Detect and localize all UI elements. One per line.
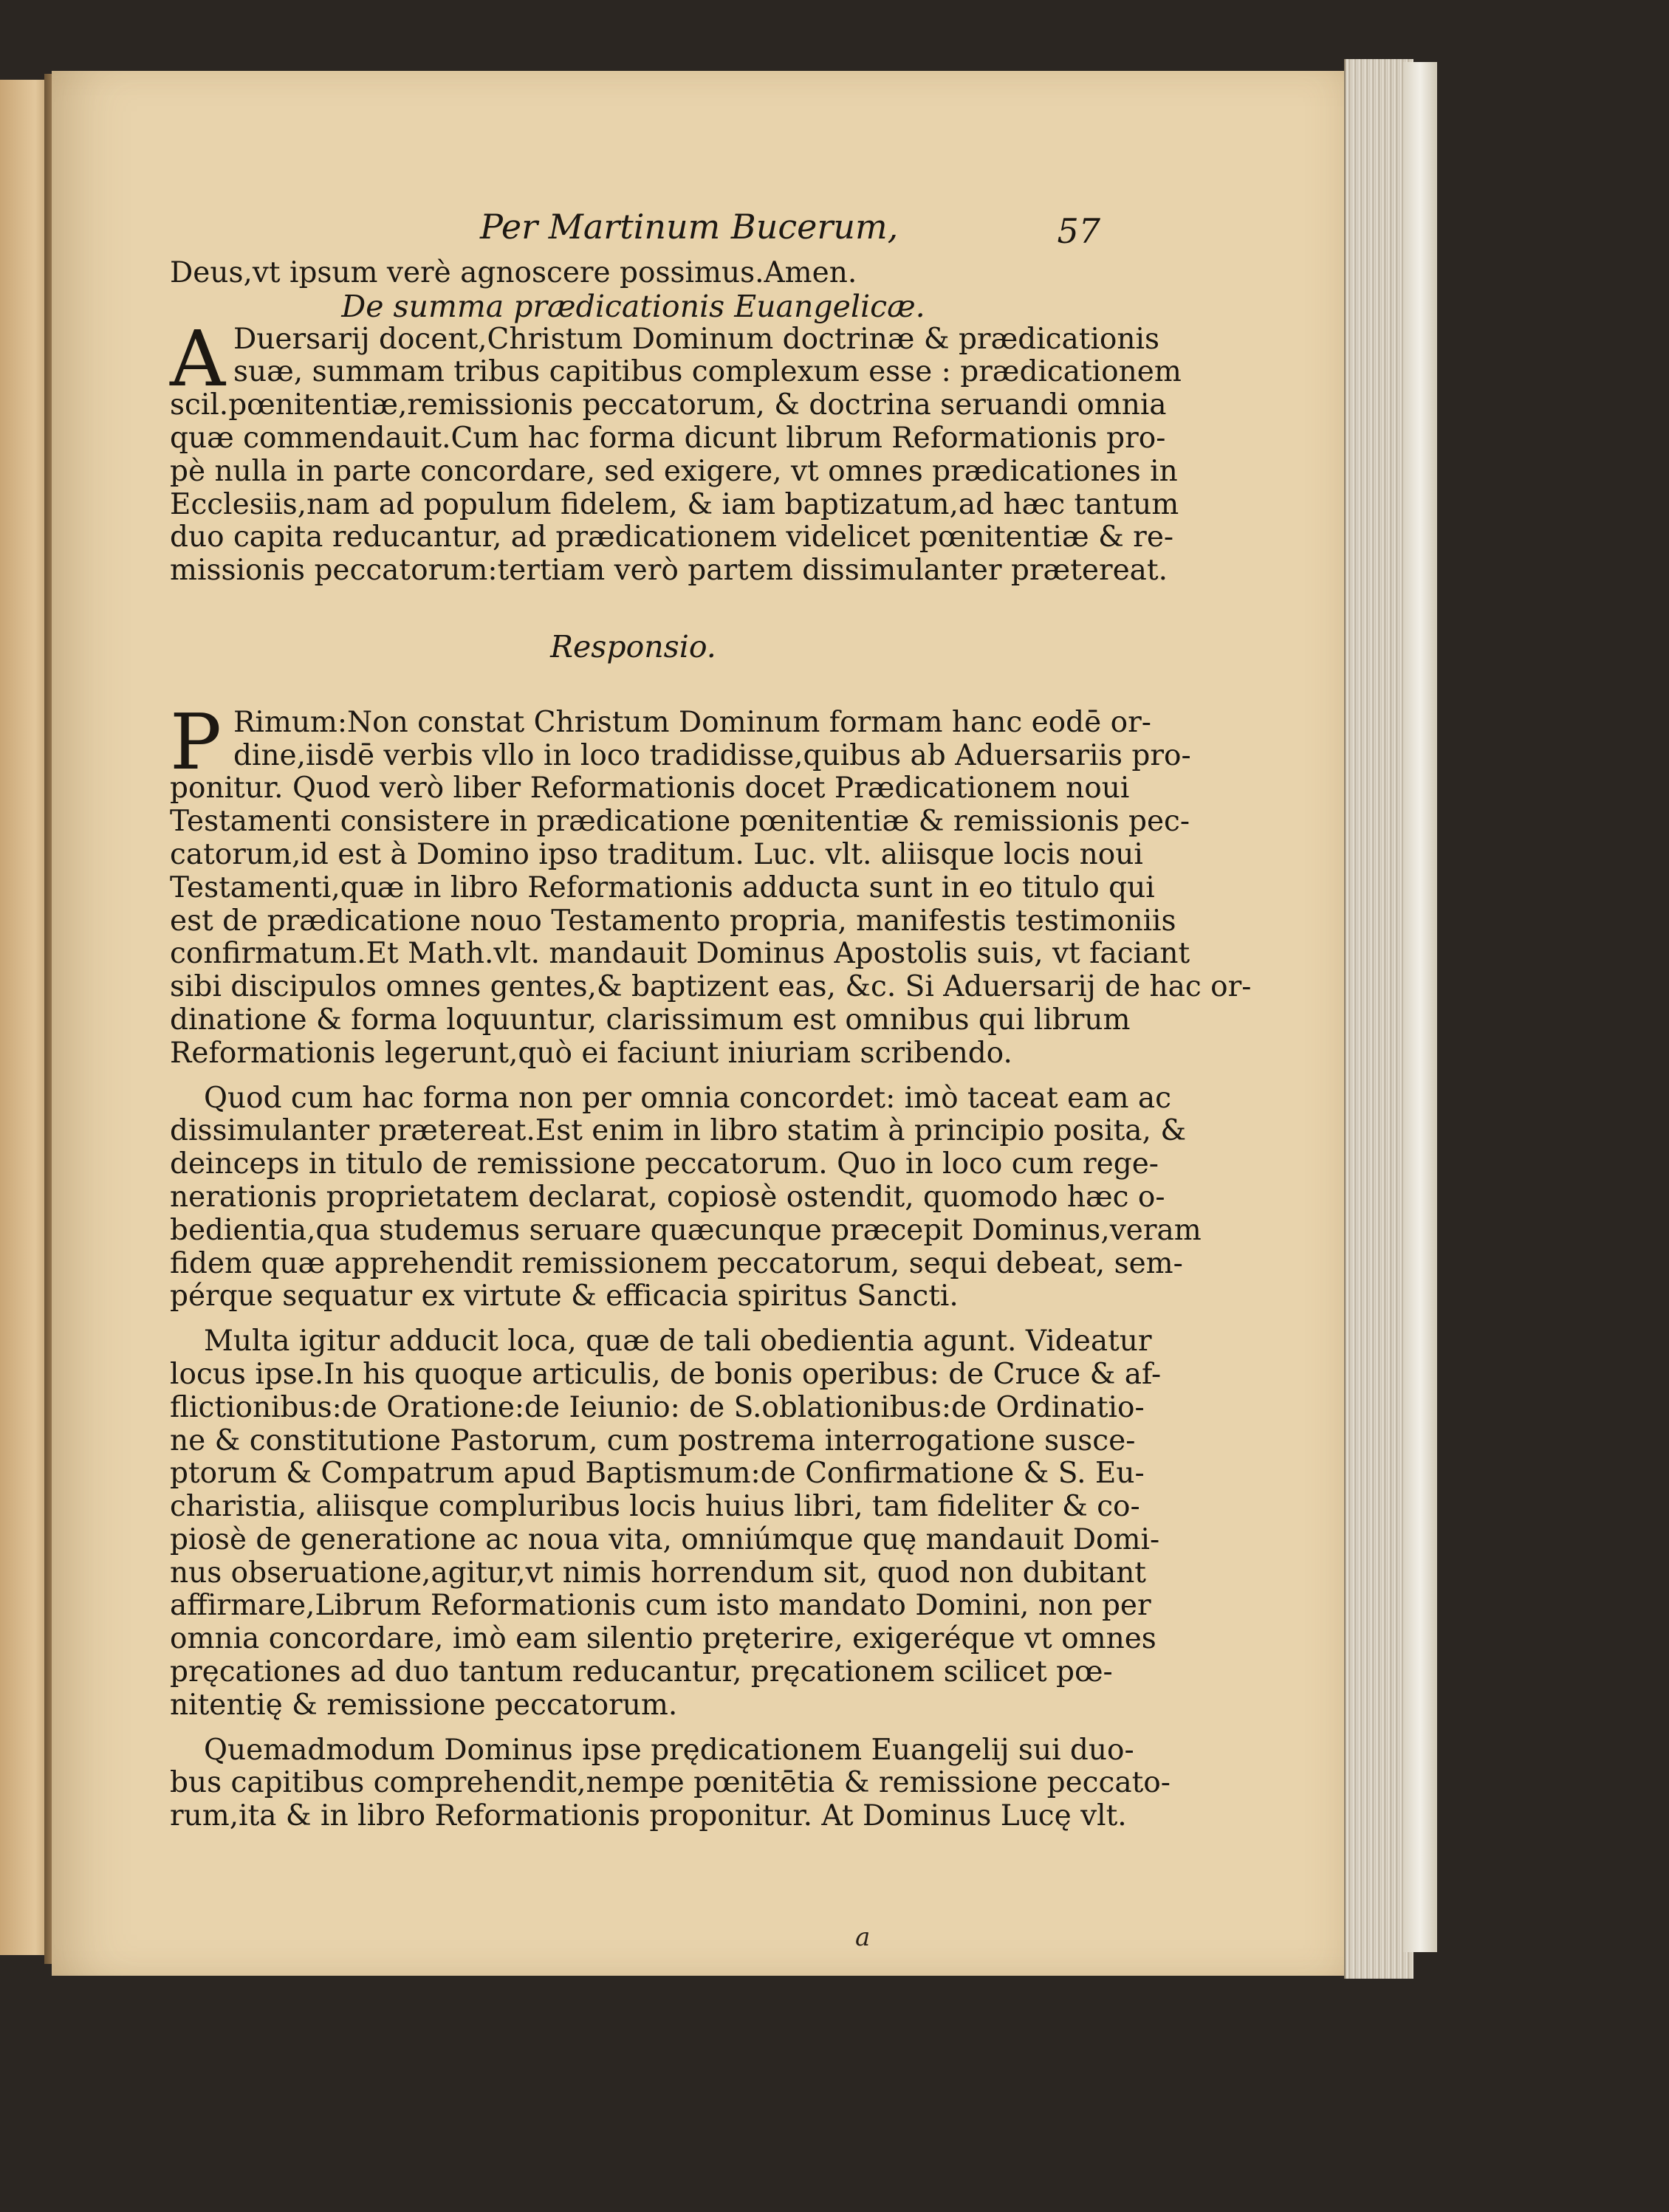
text-line: Testamenti consistere in prædicatione pœnitentiæ & remissionis pec- — [170, 805, 1190, 839]
text-line: suæ, summam tribus capitibus complexum esse : prædicationem — [233, 355, 1182, 389]
paragraph-lines — [170, 1325, 1162, 1722]
text-line: sibi discipulos omnes gentes,& baptizent eas, &c. Si Aduersarij de hac or- — [170, 970, 1252, 1004]
intro-line: Deus,vt ipsum verè agnoscere possimus.Amen. — [170, 256, 857, 289]
paragraph-multa — [170, 1325, 1162, 1722]
text-line: flictionibus:de Oratione:de Ieiunio: de S.oblationibus:de Ordinatio- — [170, 1390, 1145, 1424]
text-line: Quod cum hac forma non per omnia concordet: imò taceat eam ac — [204, 1081, 1171, 1115]
running-head: Per Martinum Bucerum, — [480, 207, 899, 247]
text-line: nerationis proprietatem declarat, copiosè ostendit, quomodo hæc o- — [170, 1180, 1165, 1214]
text-line: rum,ita & in libro Reformationis proponitur. At Dominus Lucę vlt. — [170, 1799, 1127, 1833]
text-content — [170, 256, 1252, 1833]
text-line: dinatione & forma loquuntur, clarissimum est omnibus qui librum — [170, 1003, 1131, 1037]
paragraph-primum — [170, 696, 1252, 1071]
paragraph-lines — [170, 1733, 1171, 1833]
drop-cap-a: A — [170, 313, 226, 404]
paragraph-quemadmodum — [170, 1733, 1171, 1833]
text-line: ne & constitutione Pastorum, cum postrema interrogatione susce- — [170, 1423, 1136, 1457]
text-line: fidem quæ apprehendit remissionem peccatorum, sequi debeat, sem- — [170, 1246, 1183, 1280]
text-line: locus ipse.In his quoque articulis, de bonis operibus: de Cruce & af- — [170, 1357, 1162, 1391]
paragraph-quod — [170, 1081, 1202, 1314]
text-line: Multa igitur adducit loca, quæ de tali obedientia agunt. Videatur — [204, 1325, 1152, 1359]
text-line: dine,iisdē verbis vllo in loco tradidisse,quibus ab Aduersariis pro- — [233, 738, 1191, 772]
text-line: Quemadmodum Dominus ipse prędicationem Euangelij sui duo- — [204, 1733, 1134, 1767]
text-line: omnia concordare, imò eam silentio pręterire, exigeréque vt omnes — [170, 1622, 1156, 1656]
paragraph-lines — [170, 696, 1252, 1071]
text-line: pè nulla in parte concordare, sed exigere, vt omnes prædicationes in — [170, 454, 1178, 488]
text-line: scil.pœnitentiæ,remissionis peccatorum, & doctrina seruandi omnia — [170, 388, 1167, 422]
text-line: bedientia,qua studemus seruare quæcunque præcepit Dominus,veram — [170, 1213, 1202, 1247]
text-line: catorum,id est à Domino ipso traditum. Luc. vlt. aliisque locis noui — [170, 837, 1143, 871]
text-line: Testamenti,quæ in libro Reformationis adducta sunt in eo titulo qui — [170, 870, 1155, 904]
page-header — [170, 207, 1100, 251]
drop-cap-p: P — [170, 696, 222, 787]
paragraph-lines — [170, 313, 1182, 588]
text-line: Ecclesiis,nam ad populum fidelem, & iam baptizatum,ad hæc tantum — [170, 487, 1179, 521]
text-line: confirmatum.Et Math.vlt. mandauit Dominus Apostolis suis, vt faciant — [170, 937, 1190, 971]
section-heading-summa: De summa prædicationis Euangelicæ. — [341, 288, 925, 324]
text-line: est de prædicatione nouo Testamento propria, manifestis testimoniis — [170, 904, 1176, 938]
text-line: Duersarij docent,Christum Dominum doctrinæ & prædicationis — [233, 322, 1159, 356]
text-line: piosè de generatione ac noua vita, omniúmque quę mandauit Domi- — [170, 1522, 1160, 1556]
text-line: pérque sequatur ex virtute & efficacia spiritus Sancti. — [170, 1280, 959, 1313]
book-cover-edge — [1403, 62, 1437, 1952]
text-line: nus obseruatione,agitur,vt nimis horrendum sit, quod non dubitant — [170, 1556, 1146, 1590]
text-line: duo capita reducantur, ad prædicationem videlicet pœnitentiæ & re- — [170, 521, 1174, 554]
text-line: ponitur. Quod verò liber Reformationis docet Prædicationem noui — [170, 772, 1130, 806]
text-line: missionis peccatorum:tertiam verò partem dissimulanter prætereat. — [170, 554, 1168, 588]
text-line: quæ commendauit.Cum hac forma dicunt librum Reformationis pro- — [170, 421, 1166, 455]
text-line: ptorum & Compatrum apud Baptismum:de Confirmatione & S. Eu- — [170, 1457, 1145, 1491]
section-heading-responsio: Responsio. — [550, 628, 716, 664]
text-line: Rimum:Non constat Christum Dominum formam hanc eodē or- — [233, 705, 1151, 739]
paragraph-lines — [170, 1081, 1202, 1314]
text-line: affirmare,Librum Reformationis cum isto mandato Domini, non per — [170, 1589, 1151, 1623]
paragraph-aduersarij — [170, 313, 1182, 588]
page-number: 57 — [1057, 211, 1100, 251]
text-line: charistia, aliisque compluribus locis huius libri, tam fideliter & co- — [170, 1490, 1140, 1524]
text-line: pręcationes ad duo tantum reducantur, pręcationem scilicet pœ- — [170, 1655, 1113, 1689]
text-line: bus capitibus comprehendit,nempe pœnitētia & remissione peccato- — [170, 1766, 1171, 1800]
text-line: dissimulanter prætereat.Est enim in libro statim à principio posita, & — [170, 1114, 1187, 1148]
catchword: a — [855, 1923, 871, 1952]
text-line: nitentię & remissione peccatorum. — [170, 1688, 678, 1722]
text-line: Reformationis legerunt,quò ei faciunt iniuriam scribendo. — [170, 1036, 1012, 1070]
text-line: deinceps in titulo de remissione peccatorum. Quo in loco cum rege- — [170, 1147, 1159, 1181]
